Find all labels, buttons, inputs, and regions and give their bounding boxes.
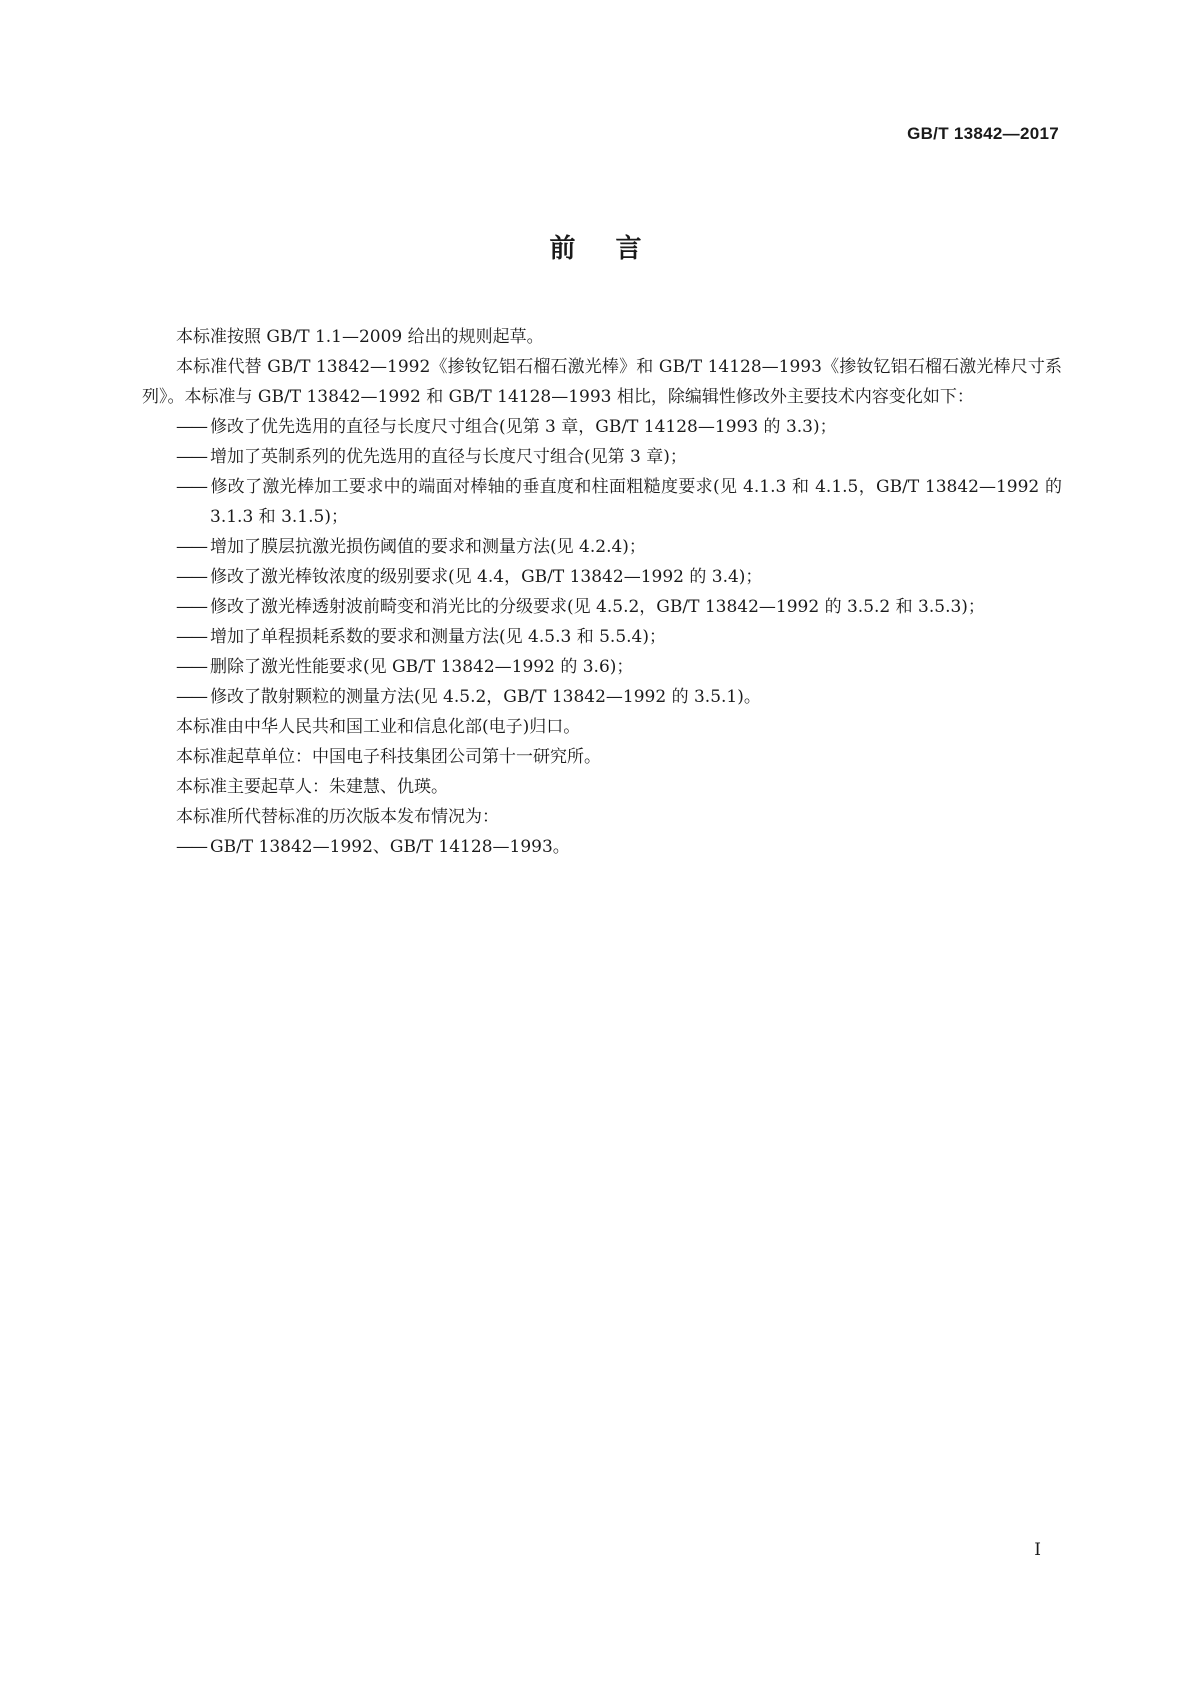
list-item: [142, 532, 1062, 562]
list-item-text: 修改了激光棒透射波前畸变和消光比的分级要求(见 4.5.2，GB/T 13842—1992 的 3.5.2 和 3.5.3)；: [210, 597, 985, 617]
list-dash: ——: [176, 567, 206, 587]
list-item: [142, 442, 1062, 472]
paragraph-drafters: 本标准主要起草人：朱建慧、仇瑛。: [176, 777, 448, 797]
list-item-text: 修改了优先选用的直径与长度尺寸组合(见第 3 章，GB/T 14128—1993 的 3.3)；: [210, 417, 837, 437]
list-dash: ——: [176, 627, 206, 647]
paragraph-drafting-rule: 本标准按照 GB/T 1.1—2009 给出的规则起草。: [176, 327, 544, 347]
list-item: [142, 592, 1062, 622]
list-item-text: 修改了散射颗粒的测量方法(见 4.5.2，GB/T 13842—1992 的 3.5.1)。: [210, 687, 761, 707]
standard-code: GB/T 13842—2017: [907, 124, 1059, 143]
list-item-text: 修改了激光棒钕浓度的级别要求(见 4.4，GB/T 13842—1992 的 3.4)；: [210, 567, 763, 587]
list-dash: ——: [176, 417, 206, 437]
list-dash: ——: [176, 597, 206, 617]
list-item: [142, 562, 1062, 592]
paragraph-drafting-unit: 本标准起草单位：中国电子科技集团公司第十一研究所。: [176, 747, 601, 767]
list-item: [142, 472, 1062, 532]
list-item-text: 增加了单程损耗系数的要求和测量方法(见 4.5.3 和 5.5.4)；: [210, 627, 666, 647]
paragraph-history-intro: 本标准所代替标准的历次版本发布情况为：: [176, 807, 499, 827]
list-item: [142, 652, 1062, 682]
changes-list: [142, 412, 1062, 712]
history-item: [142, 832, 1062, 862]
foreword-body: [142, 322, 1062, 862]
paragraph-replacement: 本标准代替 GB/T 13842—1992《掺钕钇铝石榴石激光棒》和 GB/T 14128—1993《掺钕钇铝石榴石激光棒尺寸系列》。本标准与 GB/T 13842—1992 和 GB/T 14128—1993 相比，除编辑性修改外主要技术内容变化如下：: [142, 357, 1062, 407]
list-item-text: 修改了激光棒加工要求中的端面对棒轴的垂直度和柱面粗糙度要求(见 4.1.3 和 4.1.5，GB/T 13842—1992 的 3.1.3 和 3.1.5)；: [210, 477, 1062, 527]
list-dash: ——: [176, 477, 206, 497]
list-dash: ——: [176, 447, 206, 467]
list-dash: ——: [176, 537, 206, 557]
history-item-text: GB/T 13842—1992、GB/T 14128—1993。: [210, 837, 570, 857]
list-dash: ——: [176, 657, 206, 677]
list-item-text: 增加了英制系列的优先选用的直径与长度尺寸组合(见第 3 章)；: [210, 447, 687, 467]
page-number: I: [1034, 1540, 1041, 1560]
page-title: 前言: [549, 234, 682, 264]
list-dash: ——: [176, 687, 206, 707]
list-item: [142, 622, 1062, 652]
paragraph-responsible-unit: 本标准由中华人民共和国工业和信息化部(电子)归口。: [176, 717, 581, 737]
list-item-text: 增加了膜层抗激光损伤阈值的要求和测量方法(见 4.2.4)；: [210, 537, 646, 557]
list-item: [142, 412, 1062, 442]
list-dash: ——: [176, 837, 206, 857]
list-item: [142, 682, 1062, 712]
list-item-text: 删除了激光性能要求(见 GB/T 13842—1992 的 3.6)；: [210, 657, 634, 677]
